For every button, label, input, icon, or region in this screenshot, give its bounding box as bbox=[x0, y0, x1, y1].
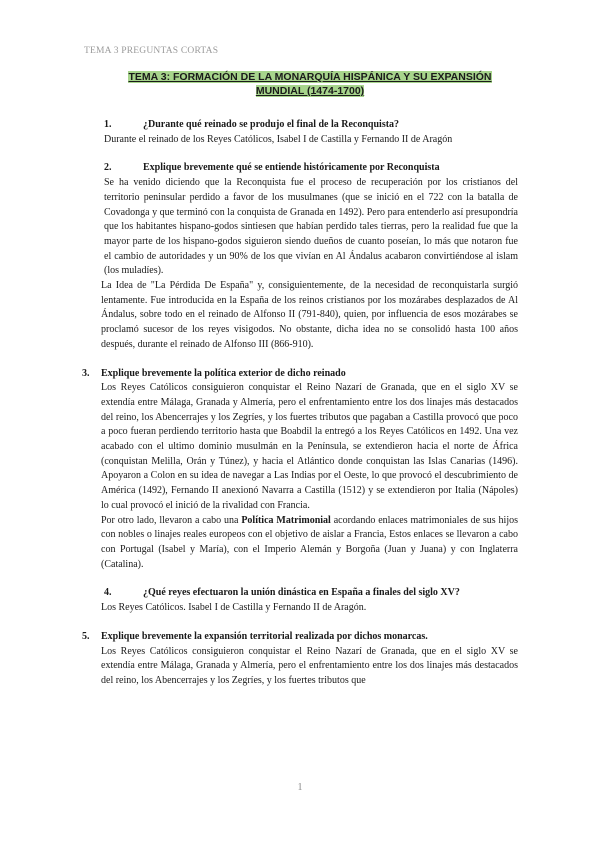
question-1 bbox=[84, 118, 518, 147]
question-number: 2. bbox=[104, 162, 112, 174]
answer-text: Durante el reinado de los Reyes Católicos, Isabel I de Castilla y Fernando II de Aragón bbox=[104, 133, 453, 145]
question-text: ¿Durante qué reinado se produjo el final de la Reconquista? bbox=[143, 119, 400, 130]
question-number: 3. bbox=[82, 367, 90, 379]
answer-paragraph bbox=[84, 514, 518, 573]
document-body bbox=[84, 118, 518, 689]
running-header: TEMA 3 PREGUNTAS CORTAS bbox=[84, 46, 219, 56]
question-heading bbox=[84, 586, 518, 601]
question-text: Explique brevemente la política exterior de dicho reinado bbox=[101, 367, 346, 379]
answer-text: Los Reyes Católicos. Isabel I de Castilla y Fernando II de Aragón. bbox=[101, 602, 367, 614]
question-number: 4. bbox=[104, 587, 112, 599]
question-2 bbox=[84, 161, 518, 352]
question-3 bbox=[84, 367, 518, 573]
question-heading bbox=[84, 161, 518, 176]
question-heading bbox=[84, 630, 518, 645]
answer-paragraph: La Idea de "La Pérdida De España" y, consiguientemente, de la necesidad de reconquistarla surgió lentamente. Fue introducida en la España de los reinos cristianos por los mozárabes desplazados de Al Ándalus, sobre todo en el reinado de Alfonso II (791-840), quien, por influencia de esos mozárabes se proclamó sucesor de los reyes visigodos. No obstante, dicha idea no se consolidó hasta 100 años después, durante el reinado de Alfonso III (866-910). bbox=[101, 280, 518, 350]
question-number: 1. bbox=[104, 119, 112, 130]
question-text: Explique brevemente qué se entiende históricamente por Reconquista bbox=[143, 162, 440, 174]
answer-text: Los Reyes Católicos consiguieron conquistar el Reino Nazarí de Granada, que en el siglo XV se extendía entre Málaga, Granada y Almería, pero el enfrentamiento entre los dos linajes más destacados del reino, los Abencerrajes y los Zegríes, y los fuertes tributos que bbox=[101, 645, 518, 686]
question-heading bbox=[84, 118, 518, 133]
emphasis-politica-matrimonial: Política Matrimonial bbox=[241, 514, 331, 526]
question-number: 5. bbox=[82, 630, 90, 642]
answer-paragraph: Los Reyes Católicos consiguieron conquistar el Reino Nazarí de Granada, que en el siglo XV se extendía entre Málaga, Granada y Almería, pero el enfrentamiento entre los dos linajes más destacados del reino, los Abencerrajes y los Zegríes, y los fuertes tributos que pagaban a Castilla provocó que poco a poco fueran perdiendo territorio hasta que Boabdil la entregó a los Reyes Católicos en 1492. Una vez acabado con el ultimo dominio musulmán en la Península, se extendieron hacia el norte de África (conquistan Melilla, Orán y Túnez), y hacia el Atlántico donde conquistan las Islas Canarias (1496). Apoyaron a Colon en su idea de navegar a Las Indias por el Oeste, lo que provocó el descubrimiento de América (1492), Fernando II anexionó Navarra a Castilla (1512) y se extendieron por Italia (Nápoles) lo cual provocó el inició de la rivalidad con Francia. bbox=[101, 382, 518, 511]
title-line-1: TEMA 3: FORMACIÓN DE LA MONARQUÍA HISPÁNICA Y SU EXPANSIÓN bbox=[128, 71, 492, 83]
page-number: 1 bbox=[297, 782, 303, 793]
document-title bbox=[100, 70, 520, 98]
title-line-2: MUNDIAL (1474-1700) bbox=[255, 85, 365, 97]
answer-text-after: acordando enlaces matrimoniales de sus hijos con nobles o linajes reales europeos con el objetivo de aislar a Francia, Estos enlaces se llevaron a cabo con Portugal (Isabel y María), con el Imperio Alemán y Borgoña (Juan y Juana) y con Inglaterra (Catalina). bbox=[101, 514, 518, 570]
question-text: ¿Qué reyes efectuaron la unión dinástica en España a finales del siglo XV? bbox=[143, 587, 460, 599]
question-4 bbox=[84, 586, 518, 615]
question-text: Explique brevemente la expansión territorial realizada por dichos monarcas. bbox=[101, 630, 428, 642]
answer-paragraph: Se ha venido diciendo que la Reconquista fue el proceso de recuperación por los cristianos del territorio peninsular perdido a favor de los musulmanes (que se inició en el 722 con la batalla de Covadonga y que terminó con la conquista de Granada en 1492). Pero para entenderlo así presupondría que los habitantes hispano-godos sintiesen que habían perdido tales tierras, pero la realidad fue que la mayor parte de los hispano-godos siguieron siendo dueños de cuanto poseían, lo más que notaron fue el cambio de autoridades y un 90% de los que vivían en Al Ándalus acabaron convirtiéndose al islam (los muladíes). bbox=[104, 177, 518, 277]
answer-text-before: Por otro lado, llevaron a cabo una bbox=[101, 514, 242, 526]
question-heading bbox=[84, 367, 518, 382]
question-5 bbox=[84, 630, 518, 689]
